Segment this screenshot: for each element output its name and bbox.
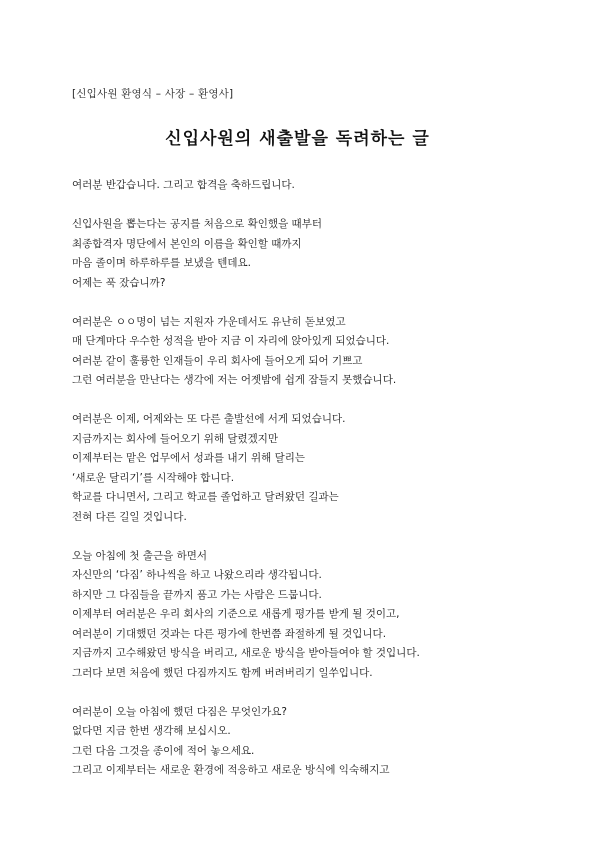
text-line: 마음 졸이며 하루하루를 보냈을 텐데요. [72, 257, 251, 269]
text-line: 지금까지는 회사에 들어오기 위해 달렸겠지만 [72, 432, 279, 445]
text-line: 그러다 보면 처음에 했던 다짐까지도 함께 버려버리기 일쑤입니다. [72, 666, 373, 679]
text-line: 어제는 푹 잤습니까? [72, 276, 166, 289]
text-line: 여러분은 ㅇㅇ명이 넘는 지원자 가운데서도 유난히 돋보였고 [72, 315, 346, 328]
paragraph-new-start [72, 410, 542, 527]
text-line: 여러분 반갑습니다. 그리고 합격을 축하드립니다. [72, 179, 295, 191]
text-line: 그리고 이제부터는 새로운 환경에 적응하고 새로운 방식에 익숙해지고 [72, 764, 390, 776]
text-line: 여러분이 기대했던 것과는 다른 평가에 한번쯤 좌절하게 될 것입니다. [72, 627, 387, 640]
text-line: 여러분 같이 훌륭한 인재들이 우리 회사에 들어오게 되어 기쁘고 [72, 354, 363, 367]
text-line: 지금까지 고수해왔던 방식을 버리고, 새로운 방식을 받아들여야 할 것입니다. [72, 647, 420, 659]
text-line: 자신만의 ‘다짐’ 하나씩을 하고 나왔으리라 생각됩니다. [72, 569, 322, 581]
text-line: 학교를 다니면서, 그리고 학교를 졸업하고 달려왔던 길과는 [72, 491, 339, 503]
text-line: 오늘 아침에 첫 출근을 하면서 [72, 549, 208, 562]
document-body [72, 176, 542, 800]
text-line: 이제부터 여러분은 우리 회사의 기준으로 새롭게 평가를 받게 될 것이고, [72, 608, 400, 620]
text-line: 신입사원을 뽑는다는 공지를 처음으로 확인했을 때부터 [72, 218, 322, 230]
paragraph-question [72, 703, 542, 781]
text-line: 그런 다음 그것을 종이에 적어 놓으세요. [72, 744, 255, 757]
text-line: 전혀 다른 길일 것입니다. [72, 510, 187, 523]
text-line: 여러분은 이제, 어제와는 또 다른 출발선에 서게 되었습니다. [72, 413, 346, 425]
paragraph-praise [72, 313, 542, 391]
text-line: 하지만 그 다짐들을 끝까지 품고 가는 사람은 드뭅니다. [72, 588, 322, 601]
text-line: 매 단계마다 우수한 성적을 받아 지금 이 자리에 앉아있게 되었습니다. [72, 335, 390, 347]
text-line: 여러분이 오늘 아침에 했던 다짐은 무엇인가요? [72, 705, 287, 718]
document-title: 신입사원의 새출발을 독려하는 글 [165, 129, 430, 149]
paragraph-recruitment [72, 215, 542, 293]
text-line: 그런 여러분을 만난다는 생각에 저는 어젯밤에 쉽게 잠들지 못했습니다. [72, 374, 397, 386]
paragraph-resolution [72, 547, 542, 684]
paragraph-greeting [72, 176, 542, 196]
text-line: 이제부터는 맡은 업무에서 성과를 내기 위해 달리는 [72, 452, 306, 464]
text-line: 없다면 지금 한번 생각해 보십시오. [72, 725, 231, 737]
text-line: ‘새로운 달리기’를 시작해야 합니다. [72, 471, 235, 484]
document-header: [신입사원 환영식 – 사장 – 환영사] [72, 88, 234, 100]
text-line: 최종합격자 명단에서 본인의 이름을 확인할 때까지 [72, 237, 302, 250]
